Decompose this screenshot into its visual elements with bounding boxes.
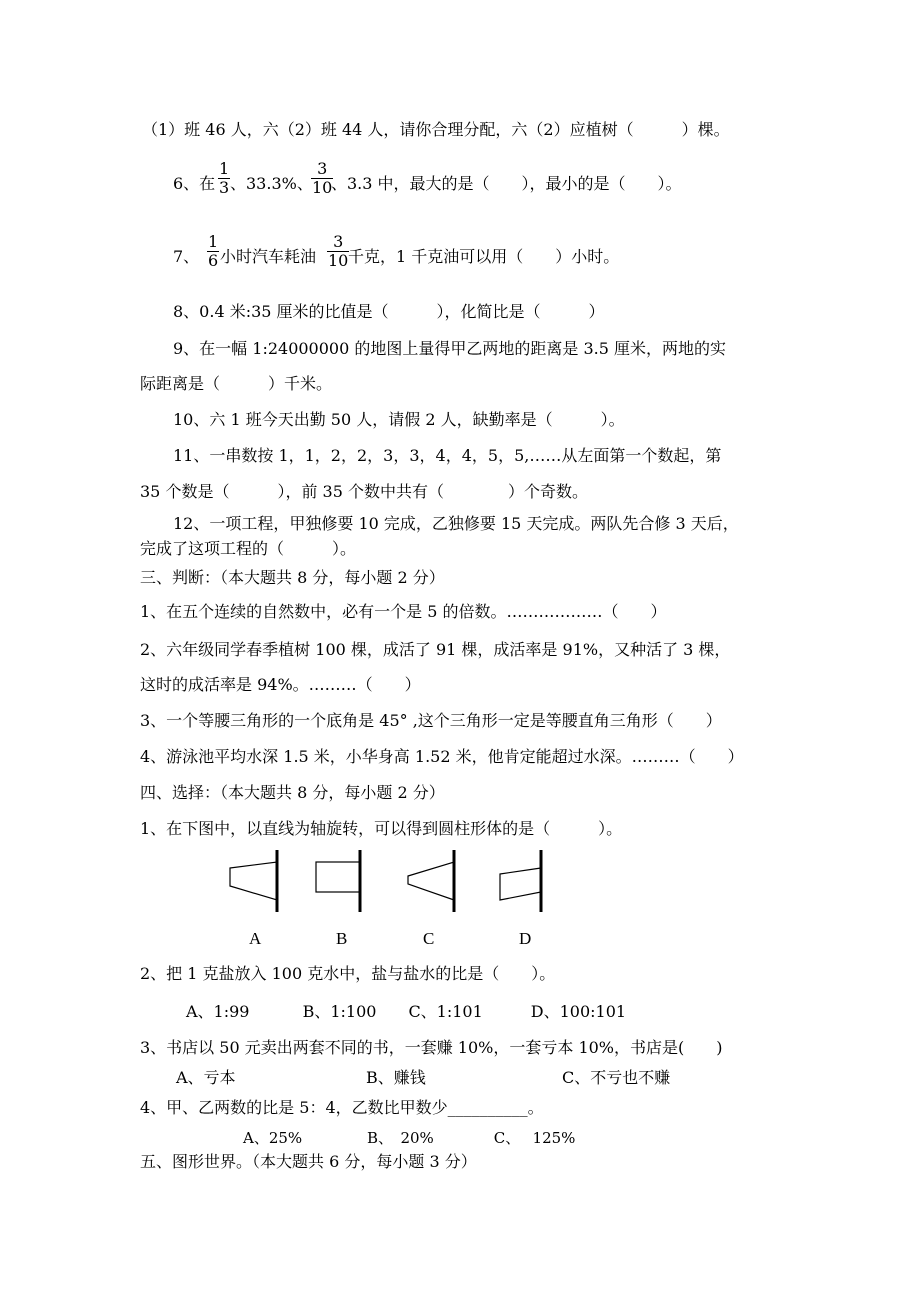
- section-5-heading: 五、图形世界。（本大题共 6 分，每小题 3 分）: [140, 1152, 477, 1171]
- figure-b: [316, 850, 360, 912]
- judge-3: 3、一个等腰三角形的一个底角是 45° ,这个三角形一定是等腰直角三角形（ ）: [140, 711, 722, 730]
- question-9-line-1: 9、在一幅 1:24000000 的地图上量得甲乙两地的距离是 3.5 厘米，两地的实: [173, 339, 726, 358]
- fraction-one-third: [218, 160, 230, 197]
- question-10: 10、六 1 班今天出勤 50 人，请假 2 人，缺勤率是（ ）。: [173, 410, 625, 429]
- choice-4: 4、甲、乙两数的比是 5：4，乙数比甲数少__________。: [140, 1098, 544, 1117]
- figure-a: [230, 850, 277, 912]
- figure-label-b: B: [336, 929, 348, 948]
- choice-3-option-c: C、不亏也不赚: [562, 1068, 671, 1087]
- question-5-continuation: （1）班 46 人，六（2）班 44 人，请你合理分配，六（2）应植树（ ）棵。: [142, 120, 730, 139]
- choice-4-options: A、25% B、 20% C、 125%: [243, 1129, 576, 1147]
- question-9-line-2: 际距离是（ ）千米。: [140, 374, 333, 393]
- section-3-heading: 三、判断：（本大题共 8 分，每小题 2 分）: [140, 568, 445, 587]
- denominator: 10: [328, 251, 349, 270]
- question-11-line-1: 11、一串数按 1，1，2，2，3，3，4，4，5，5,……从左面第一个数起，第: [173, 446, 722, 465]
- choice-3: 3、书店以 50 元卖出两套不同的书，一套赚 10%，一套亏本 10%，书店是( ): [140, 1038, 723, 1057]
- fraction-three-tenths-2: [327, 233, 349, 270]
- question-6-middle: 、33.3%、: [230, 174, 313, 193]
- judge-2-line-1: 2、六年级同学春季植树 100 棵，成活了 91 棵，成活率是 91%，又种活了 3 棵，: [140, 640, 731, 659]
- question-8: 8、0.4 米:35 厘米的比值是（ ），化简比是（ ）: [173, 302, 605, 321]
- numerator: 1: [208, 232, 219, 251]
- fraction-three-tenths: [311, 160, 333, 197]
- denominator: 6: [208, 251, 219, 270]
- question-6-prefix: 6、在: [173, 174, 216, 193]
- question-12-line-1: 12、一项工程，甲独修要 10 完成，乙独修要 15 天完成。两队先合修 3 天后，: [173, 514, 739, 533]
- figure-label-a: A: [249, 929, 262, 948]
- choice-1: 1、在下图中，以直线为轴旋转，可以得到圆柱形体的是（ ）。: [140, 819, 623, 838]
- figure-label-c: C: [423, 929, 435, 948]
- judge-2-line-2: 这时的成活率是 94%。………（ ）: [140, 675, 421, 694]
- question-7-suffix: 千克，1 千克油可以用（ ）小时。: [348, 247, 620, 266]
- judge-4: 4、游泳池平均水深 1.5 米，小华身高 1.52 米，他肯定能超过水深。………（ ）: [140, 747, 744, 766]
- judge-1: 1、在五个连续的自然数中，必有一个是 5 的倍数。………………（ ）: [140, 602, 667, 621]
- denominator: 10: [312, 178, 333, 197]
- figure-c: [408, 850, 454, 912]
- question-11-line-2: 35 个数是（ ），前 35 个数中共有（ ）个奇数。: [140, 482, 588, 501]
- question-7-prefix: 7、: [173, 247, 200, 266]
- choice-3-option-a: A、亏本: [176, 1068, 236, 1087]
- numerator: 1: [219, 159, 230, 178]
- choice-2: 2、把 1 克盐放入 100 克水中，盐与盐水的比是（ ）。: [140, 964, 556, 983]
- numerator: 3: [317, 159, 328, 178]
- choice-2-options: A、1:99 B、1:100 C、1:101 D、100:101: [186, 1002, 627, 1021]
- figure-label-d: D: [519, 929, 532, 948]
- fraction-one-sixth: [207, 233, 219, 270]
- choice-3-option-b: B、赚钱: [366, 1068, 426, 1087]
- question-6-suffix: 、3.3 中，最大的是（ ），最小的是（ ）。: [331, 174, 682, 193]
- section-4-heading: 四、选择：（本大题共 8 分，每小题 2 分）: [140, 783, 445, 802]
- denominator: 3: [219, 178, 230, 197]
- numerator: 3: [333, 232, 344, 251]
- question-12-line-2: 完成了这项工程的（ ）。: [140, 539, 357, 558]
- question-7-middle: 小时汽车耗油: [220, 247, 317, 266]
- figure-d: [500, 850, 541, 912]
- rotation-figures: [220, 846, 550, 918]
